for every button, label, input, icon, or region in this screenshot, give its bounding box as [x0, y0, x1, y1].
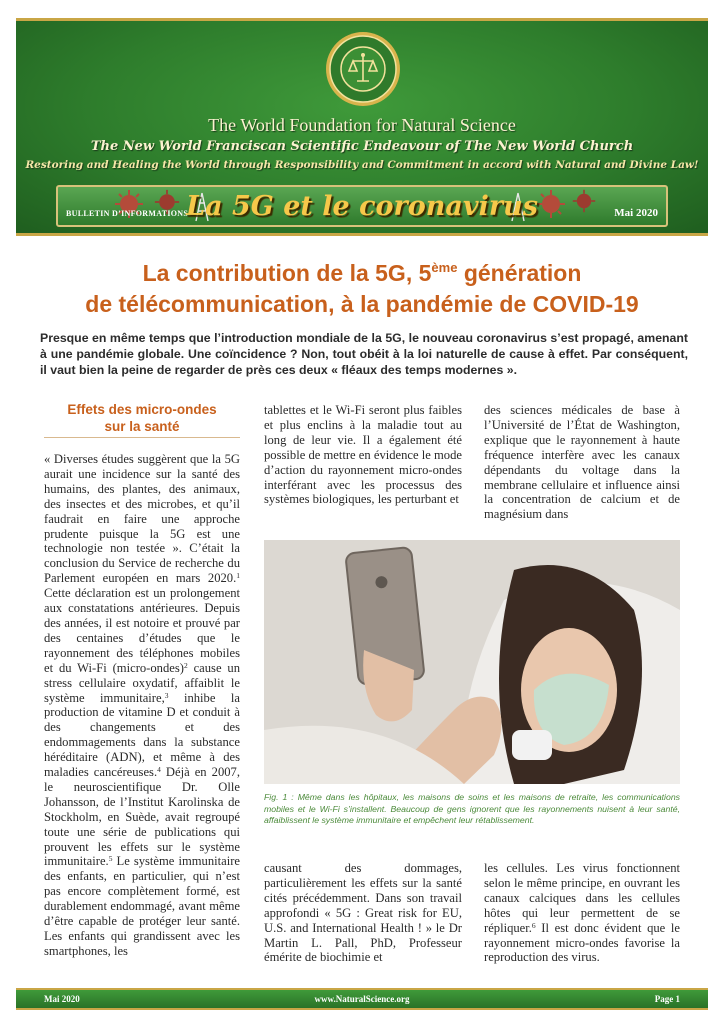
- page-footer: [16, 988, 708, 1010]
- footnote-ref: 3: [164, 690, 169, 700]
- foundation-seal-icon: [325, 31, 401, 107]
- footnote-ref: 1: [236, 571, 240, 581]
- woman-with-phone-and-oxygen-mask-image: [264, 540, 680, 784]
- organization-subtitle: The New World Franciscan Scientific Endeavour of The New World Church: [90, 139, 634, 154]
- footer-date: Mai 2020: [44, 994, 80, 1004]
- footnote-ref: 4: [157, 765, 161, 775]
- article-headline: [30, 258, 694, 320]
- photo-caption: Fig. 1 : Même dans les hôpitaux, les maisons de soins et les maisons de retraite, les communications mobiles et le Wi-Fi s’installent. Beaucoup de gens ignorent que les rayonnements nuisent à leur santé, affaiblissent le système immunitaire et empêchent leur rétablissement.: [264, 792, 680, 825]
- footnote-ref: 6: [531, 920, 536, 930]
- body-text: Cette déclaration est un prolongement aux constatations antérieures. Depuis des années, il est notoire et prouvé par des centaines d’études que le rayonnement des téléphones mobiles et du Wi-Fi (micro-ondes): [44, 586, 240, 675]
- section-title-line: Effets des micro-ondes: [67, 402, 217, 417]
- bulletin-label: BULLETIN D’INFORMATIONS: [66, 209, 189, 218]
- body-text: Il est donc évident que le rayonnement micro-ondes favorise la reproduction des virus.: [484, 920, 680, 965]
- body-column-1: [44, 452, 240, 959]
- section-title-line: sur la santé: [104, 419, 180, 434]
- headline-text: La contribution de la 5G, 5: [142, 260, 432, 286]
- body-column-3-top: des sciences médicales de base à l’Université de l’État de Washington, explique que le rayonnement à haute fréquence interfère avec les canaux dépendants du voltage dans la membrane cellulaire et influence ainsi la concentration de calcium et de magnésium dans: [484, 403, 680, 522]
- section-title: [44, 401, 240, 435]
- headline-text-line2: de télécommunication, à la pandémie de COVID-19: [85, 291, 639, 317]
- footnote-ref: 5: [108, 854, 113, 864]
- headline-text: génération: [457, 260, 582, 286]
- issue-date: Mai 2020: [614, 207, 658, 219]
- footer-page-number: Page 1: [654, 994, 680, 1004]
- body-column-3-bottom: [484, 861, 680, 965]
- footnote-ref: 2: [183, 660, 188, 670]
- body-column-2-bottom: causant des dommages, particulièrement les effets sur la santé cités précédemment. Dans son travail approfondi « 5G : Great risk for EU, U.S. and International Health ! » le Dr Martin L. Pall, PhD, Professeur émérite de biochimie et: [264, 861, 462, 965]
- header-banner: [16, 18, 708, 236]
- section-divider: [44, 437, 240, 438]
- headline-superscript: ème: [431, 260, 458, 275]
- article-lede: Presque en même temps que l’introduction mondiale de la 5G, le nouveau coronavirus s’est propagé, amenant à une pandémie globale. Une coïncidence ? Non, tout obéit à la loi naturelle de cause à effet. Par conséquent, il vaut bien la peine de regarder de près ces deux « fléaux des temps modernes ».: [40, 331, 688, 377]
- organization-motto: Restoring and Healing the World through Responsibility and Commitment in accord with Natural and Divine Law!: [25, 159, 699, 171]
- article-photo: [264, 540, 680, 784]
- body-text: Déjà en 2007, le neuroscientifique Dr. Olle Johansson, de l’Institut Karolinska de Stockholm, en Suède, avait regroupé toute une série de publications qui prouvent les effets sur le système immunitaire.: [44, 765, 240, 869]
- bulletin-title-strip: [56, 185, 668, 227]
- body-text: Le système immunitaire des enfants, en particulier, qui n’est pas encore complètement formé, est durablement endommagé, avant même d’être capable de protéger leur santé. Les enfants qui grandissent avec les smartphones, les: [44, 854, 240, 958]
- body-column-2-top: tablettes et le Wi-Fi seront plus faibles et plus enclins à la maladie tout au long de leur vie. Il a également été possible de mettre en évidence le mode d’action du rayonnement micro-ondes interférant avec les processus des systèmes biologiques, les perturbant et: [264, 403, 462, 507]
- body-text: cause un stress cellulaire oxydatif, affaiblit le système immunitaire,: [44, 660, 241, 705]
- footer-website-link[interactable]: www.NaturalScience.org: [314, 994, 410, 1004]
- body-text: les cellules. Les virus fonctionnent selon le même principe, en ouvrant les canaux calciques dans les cellules hôtes qui leur permettent de se répliquer.: [484, 861, 680, 935]
- body-text: « Diverses études suggèrent que la 5G aurait une incidence sur la santé des humains, des plantes, des animaux, des insectes et des microbes, et qu’il faudrait en faire une approche prudente puisque la 5G est une technologie non testée ». C’était la conclusion du Service de recherche du Parlement européen en mars 2020.: [44, 452, 240, 586]
- organization-name: The World Foundation for Natural Science: [208, 115, 516, 135]
- bulletin-title: La 5G et le coronavirus: [186, 191, 538, 222]
- body-text: inhibe la production de vitamine D et conduit à des changements et des endommagements dans la substance héréditaire (ADN), et même à des maladies cancéreuses.: [44, 690, 240, 780]
